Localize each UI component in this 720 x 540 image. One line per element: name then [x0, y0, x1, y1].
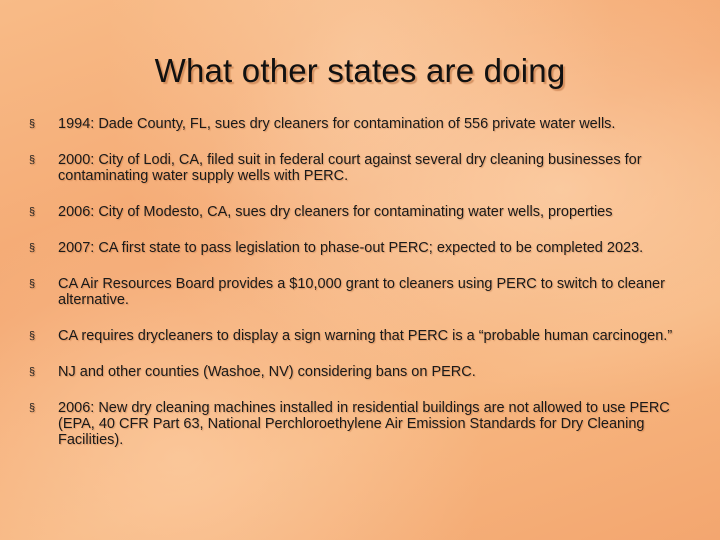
slide-title: What other states are doing: [154, 52, 566, 89]
bullet-marker-icon: §: [29, 366, 36, 378]
bullet-marker-icon: §: [29, 278, 36, 290]
bullet-marker-icon: §: [29, 154, 36, 166]
bullet-text: CA Air Resources Board provides a $10,000 grant to cleaners using PERC to switch to cleaner alternative.: [58, 276, 665, 308]
bullet-text: 1994: Dade County, FL, sues dry cleaners for contamination of 556 private water wells.: [58, 116, 616, 132]
bullet-text: CA requires drycleaners to display a sign warning that PERC is a “probable human carcinogen.”: [58, 328, 673, 344]
bullet-text: NJ and other counties (Washoe, NV) considering bans on PERC.: [58, 364, 476, 380]
bullet-item: [29, 400, 699, 448]
bullet-item: [29, 116, 699, 132]
bullet-item: [29, 328, 699, 344]
bullet-marker-icon: §: [29, 330, 36, 342]
bullet-text: 2006: New dry cleaning machines installed in residential buildings are not allowed to use PERC (EPA, 40 CFR Part 63, National Perchloroethylene Air Emission Standards for Dry Cleaning Facilities).: [58, 400, 670, 448]
bullet-text: 2000: City of Lodi, CA, filed suit in federal court against several dry cleaning businesses for contaminating water supply wells with PERC.: [58, 152, 642, 184]
bullet-marker-icon: §: [29, 242, 36, 254]
bullet-item: [29, 152, 699, 184]
bullet-item: [29, 364, 699, 380]
bullet-marker-icon: §: [29, 402, 36, 414]
bullet-marker-icon: §: [29, 206, 36, 218]
bullet-item: [29, 204, 699, 220]
bullet-marker-icon: §: [29, 118, 36, 130]
bullet-text: 2007: CA first state to pass legislation to phase-out PERC; expected to be completed 2023.: [58, 240, 644, 256]
bullet-text: 2006: City of Modesto, CA, sues dry cleaners for contaminating water wells, properties: [58, 204, 613, 220]
bullet-item: [29, 240, 699, 256]
bullet-list: [29, 116, 699, 468]
bullet-item: [29, 276, 699, 308]
